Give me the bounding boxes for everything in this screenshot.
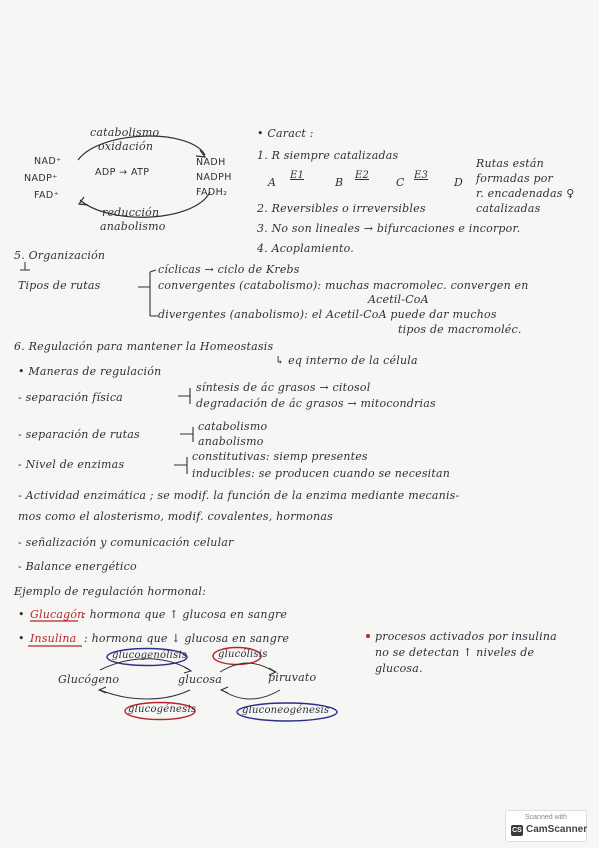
separacion-rutas: - separación de rutas — [18, 428, 140, 441]
oxidacion-label: oxidación — [98, 140, 154, 153]
insulina-bullet: • — [18, 632, 25, 645]
tipos-brace — [138, 270, 158, 316]
actividad-enzimatica-1: - Actividad enzimática ; se modif. la función de la enzima mediante mecanis- — [18, 489, 460, 502]
anabolismo-label: anabolismo — [100, 220, 166, 233]
glucosa-to-piruvato-arrow — [220, 663, 275, 672]
chain-c: C — [396, 176, 405, 189]
glucagon-bullet: • — [18, 608, 25, 621]
regulacion-sub: ↳ eq interno de la célula — [275, 354, 418, 367]
rutas-divergentes: divergentes (anabolismo): el Acetil-CoA puede dar muchos — [158, 308, 497, 321]
organizacion-down-mark — [20, 262, 30, 270]
tipos-macromolec: tipos de macromoléc. — [398, 323, 522, 336]
sintesis-acgrasos: síntesis de ác grasos → citosol — [196, 381, 371, 394]
caract-item-4: 4. Acoplamiento. — [257, 242, 354, 255]
glucagon-word: Glucagón — [30, 608, 85, 621]
rutas-anabolismo: anabolismo — [198, 435, 264, 448]
enzimas-constitutivas: constitutivas: siemp presentes — [192, 450, 368, 463]
hormonal-heading: Ejemplo de regulación hormonal: — [14, 585, 207, 598]
rutas-catabolismo: catabolismo — [198, 420, 268, 433]
side-note-3: r. encadenadas ♀ — [476, 187, 575, 200]
chain-e3: E3 — [414, 170, 429, 181]
side-note-4: catalizadas — [476, 202, 541, 215]
scanned-with-text: Scanned with — [524, 814, 568, 821]
adp-atp-label: ADP → ATP — [95, 167, 150, 178]
camscanner-logo-icon: CS — [512, 827, 522, 834]
side-note-2: formadas por — [476, 172, 554, 185]
insulina-note-3: glucosa. — [375, 662, 423, 675]
chain-e2: E2 — [355, 170, 370, 181]
nadh-label: NADH — [196, 157, 226, 168]
caract-item-1: 1. R siempre catalizadas — [257, 149, 399, 162]
insulina-word: Insulina — [30, 632, 77, 645]
side-note-1: Rutas están — [476, 157, 544, 170]
glucagon-definition: : hormona que ↑ glucosa en sangre — [82, 608, 288, 621]
piruvato-to-glucosa-arrow — [222, 690, 280, 699]
actividad-enzimatica-2: mos como el alosterismo, modif. covalentes, hormonas — [18, 510, 334, 523]
sep-rutas-brace — [180, 427, 193, 442]
chain-b: B — [335, 176, 344, 189]
regulacion-heading: 6. Regulación para mantener la Homeostasis — [14, 340, 274, 353]
gluconeogenesis-label: gluconeogénesis — [242, 705, 330, 716]
camscanner-brand: CamScanner — [526, 824, 588, 835]
caract-item-3: 3. No son lineales → bifurcaciones e incorpor. — [257, 222, 521, 235]
nadph-label: NADPH — [196, 172, 232, 183]
insulina-note-2: no se detectan ↑ niveles de — [375, 646, 535, 659]
chain-a: A — [268, 176, 277, 189]
insulina-definition: : hormona que ↓ glucosa en sangre — [84, 632, 290, 645]
separacion-fisica: - separación física — [18, 391, 123, 404]
reduccion-label: reducción — [102, 206, 160, 219]
caract-heading: • Caract : — [257, 127, 314, 140]
maneras-regulacion: • Maneras de regulación — [18, 365, 162, 378]
chain-d: D — [454, 176, 464, 189]
glucogenesis-label: glucogénesis — [128, 704, 197, 715]
acetil-coa: Acetil-CoA — [368, 293, 429, 306]
sep-fisica-brace — [178, 388, 190, 404]
enzyme-chain — [268, 170, 468, 190]
nad-label: NAD⁺ — [34, 156, 62, 167]
degradacion-acgrasos: degradación de ác grasos → mitocondrias — [196, 397, 436, 410]
tipos-de-rutas: Tipos de rutas — [18, 279, 101, 292]
fadh2-label: FADH₂ — [196, 187, 228, 198]
glucogeno-label: Glucógeno — [58, 673, 120, 686]
organizacion-heading: 5. Organización — [14, 249, 106, 262]
caract-item-2: 2. Reversibles o irreversibles — [257, 202, 426, 215]
fad-label: FAD⁺ — [34, 190, 60, 201]
insulina-note-bullet — [366, 634, 370, 638]
anabolism-arrowhead — [79, 197, 88, 205]
rutas-convergentes: convergentes (catabolismo): muchas macromolec. convergen en — [158, 279, 529, 292]
catabolism-arrowhead — [196, 150, 205, 157]
chain-e1: E1 — [290, 170, 305, 181]
nadp-label: NADP⁺ — [24, 173, 58, 184]
glucogenolisis-label: glucogenólisis — [112, 650, 188, 661]
insulina-note-1: procesos activados por insulina — [375, 630, 557, 643]
balance-energetico: - Balance energético — [18, 560, 137, 573]
camscanner-watermark — [505, 810, 587, 842]
rutas-ciclicas: cíclicas → ciclo de Krebs — [158, 263, 300, 276]
piruvato-label: piruvato — [268, 671, 317, 684]
nivel-enzimas: - Nivel de enzimas — [18, 458, 125, 471]
glucosa-to-glucogeno-arrow — [100, 690, 190, 699]
senalizacion-celular: - señalización y comunicación celular — [18, 536, 234, 549]
glucolisis-label: glucólisis — [218, 649, 268, 660]
catabolismo-label: catabolismo — [90, 126, 160, 139]
nivel-brace — [174, 457, 187, 474]
enzimas-inducibles: inducibles: se producen cuando se necesitan — [192, 467, 451, 480]
glucosa-label: glucosa — [178, 673, 223, 686]
